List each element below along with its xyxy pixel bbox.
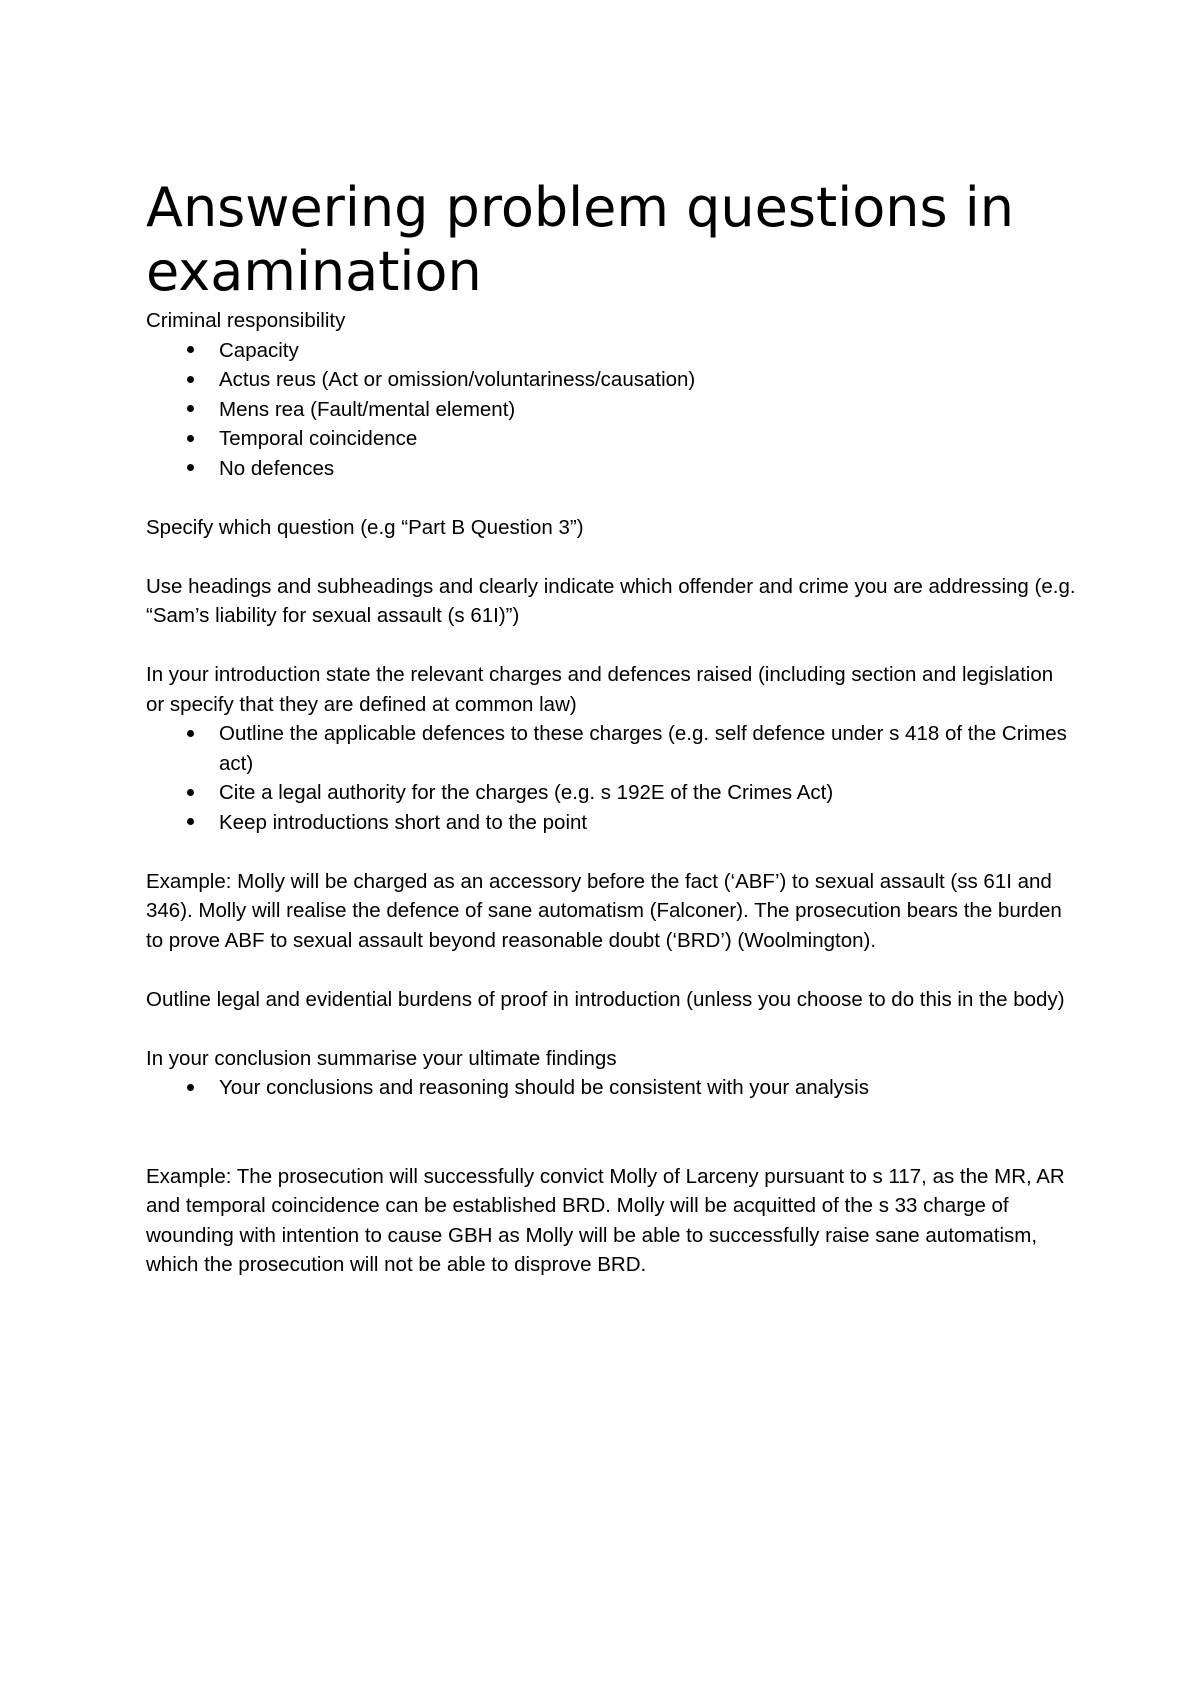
example-conclusion-paragraph: Example: The prosecution will successfully convict Molly of Larceny pursuant to s 117, as the MR, AR and temporal coincidence can be established BRD. Molly will be acquitted of the s 33 charge of wounding with intention to cause GBH as Molly will be able to successfully raise sane automatism, which the prosecution will not be able to disprove BRD. bbox=[146, 1164, 1065, 1276]
bullet-icon bbox=[184, 336, 196, 366]
list-item bbox=[146, 719, 1076, 778]
bullet-icon bbox=[184, 395, 196, 425]
bullet-icon bbox=[184, 365, 196, 395]
introduction-list bbox=[146, 719, 1076, 837]
burdens-paragraph: Outline legal and evidential burdens of proof in introduction (unless you choose to do this in the body) bbox=[146, 987, 1065, 1011]
list-item bbox=[146, 778, 1076, 808]
list-item-text: Outline the applicable defences to these charges (e.g. self defence under s 418 of the Crimes act) bbox=[219, 722, 1067, 775]
specify-question-paragraph: Specify which question (e.g “Part B Question 3”) bbox=[146, 515, 584, 539]
list-item bbox=[146, 395, 1076, 425]
bullet-icon bbox=[184, 778, 196, 808]
example-introduction-paragraph: Example: Molly will be charged as an accessory before the fact (‘ABF’) to sexual assault (ss 61I and 346). Molly will realise the defence of sane automatism (Falconer). The prosecution bears the burden to prove ABF to sexual assault beyond reasonable doubt (‘BRD’) (Woolmington). bbox=[146, 869, 1062, 952]
bullet-icon bbox=[184, 424, 196, 454]
criminal-responsibility-list bbox=[146, 336, 1076, 484]
headings-paragraph: Use headings and subheadings and clearly indicate which offender and crime you are addressing (e.g. “Sam’s liability for sexual assault (s 61I)”) bbox=[146, 574, 1076, 627]
conclusion-paragraph: In your conclusion summarise your ultimate findings bbox=[146, 1046, 617, 1070]
list-item-text: Cite a legal authority for the charges (e.g. s 192E of the Crimes Act) bbox=[219, 781, 834, 804]
bullet-icon bbox=[184, 719, 196, 749]
list-item bbox=[146, 336, 1076, 366]
list-item bbox=[146, 454, 1076, 484]
criminal-responsibility-heading: Criminal responsibility bbox=[146, 309, 346, 332]
list-item-text: Actus reus (Act or omission/voluntariness/causation) bbox=[219, 368, 696, 391]
page-title: Answering problem questions in examination bbox=[146, 176, 1014, 303]
introduction-paragraph: In your introduction state the relevant charges and defences raised (including section and legislation or specify that they are defined at common law) bbox=[146, 663, 1054, 716]
document-page bbox=[146, 176, 1076, 1280]
bullet-icon bbox=[184, 1073, 196, 1103]
bullet-icon bbox=[184, 454, 196, 484]
list-item-text: Keep introductions short and to the point bbox=[219, 810, 588, 834]
list-item-text: Capacity bbox=[219, 338, 299, 362]
list-item-text: No defences bbox=[219, 456, 335, 480]
list-item bbox=[146, 365, 1076, 395]
list-item bbox=[146, 1073, 1076, 1103]
list-item bbox=[146, 808, 1076, 838]
list-item-text: Temporal coincidence bbox=[219, 427, 418, 450]
list-item-text: Mens rea (Fault/mental element) bbox=[219, 397, 516, 421]
list-item bbox=[146, 424, 1076, 454]
list-item-text: Your conclusions and reasoning should be consistent with your analysis bbox=[219, 1076, 869, 1099]
conclusion-list bbox=[146, 1073, 1076, 1103]
bullet-icon bbox=[184, 808, 196, 838]
